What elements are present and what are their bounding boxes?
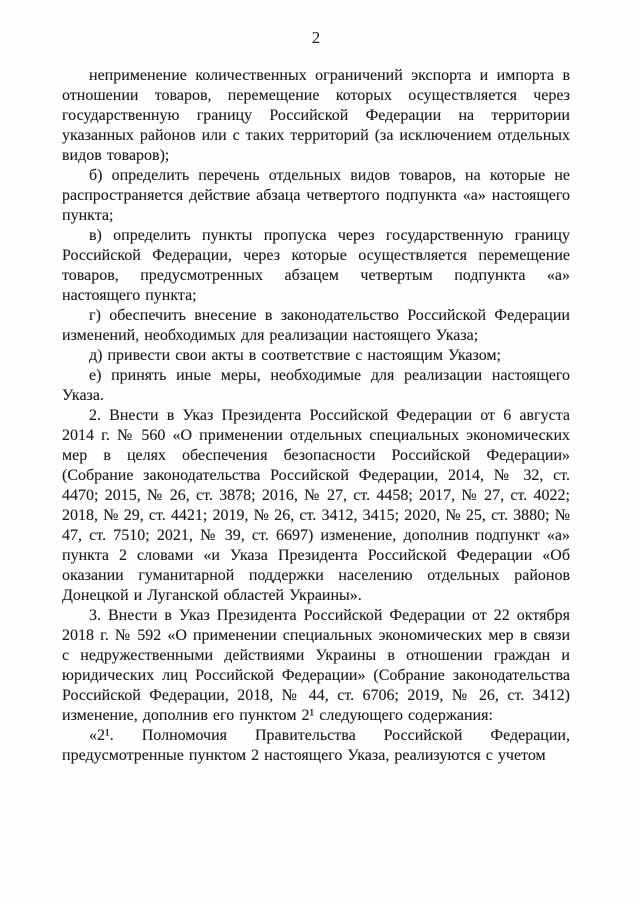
paragraph-subitem-b: б) определить перечень отдельных видов товаров, на которые не распространяется действие абзаца четвертого подпункта «а» настоящего пункта; <box>62 167 570 224</box>
paragraph-subitem-v: в) определить пункты пропуска через государственную границу Российской Федерации, через которые осуществляется перемещение товаров, предусмотренных абзацем четвертым подпункта «а» настоящего пункта; <box>62 227 570 304</box>
paragraph-subitem-d: д) привести свои акты в соответствие с настоящим Указом; <box>89 347 501 364</box>
paragraph-continuation-a: неприменение количественных ограничений экспорта и импорта в отношении товаров, перемещение которых осуществляется через государственную границу Российской Федерации на территории указанных районов или с таких территорий (за исключением отдельных видов товаров); <box>62 67 570 164</box>
paragraph-subitem-e: е) принять иные меры, необходимые для реализации настоящего Указа. <box>62 367 570 404</box>
paragraph-item-3: 3. Внести в Указ Президента Российской Федерации от 22 октября 2018 г. № 592 «О применении специальных экономических мер в связи с недружественными действиями Украины в отношении граждан и юридических лиц Российской Федерации» (Собрание законодательства Российской Федерации, 2018, № 44, ст. 6706; 2019, № 26, ст. 3412) изменение, дополнив его пунктом 2¹ следующего содержания: <box>62 607 570 724</box>
paragraph-item-2: 2. Внести в Указ Президента Российской Федерации от 6 августа 2014 г. № 560 «О применении отдельных специальных экономических мер в целях обеспечения безопасности Российской Федерации» (Собрание законодательства Российской Федерации, 2014, № 32, ст. 4470; 2015, № 26, ст. 3878; 2016, № 27, ст. 4458; 2017, № 27, ст. 4022; 2018, № 29, ст. 4421; 2019, № 26, ст. 3412, 3415; 2020, № 25, ст. 3880; № 47, ст. 7510; 2021, № 39, ст. 6697) изменение, дополнив подпункт «а» пункта 2 словами «и Указа Президента Российской Федерации «Об оказании гуманитарной поддержки населению отдельных районов Донецкой и Луганской областей Украины». <box>62 407 570 604</box>
paragraph-quoted-item-2-1: «2¹. Полномочия Правительства Российской Федерации, предусмотренные пунктом 2 настоящего Указа, реализуются с учетом <box>62 727 570 764</box>
paragraph-subitem-g: г) обеспечить внесение в законодательство Российской Федерации изменений, необходимых для реализации настоящего Указа; <box>62 307 570 344</box>
document-body <box>62 66 570 766</box>
page-number: 2 <box>311 28 321 47</box>
